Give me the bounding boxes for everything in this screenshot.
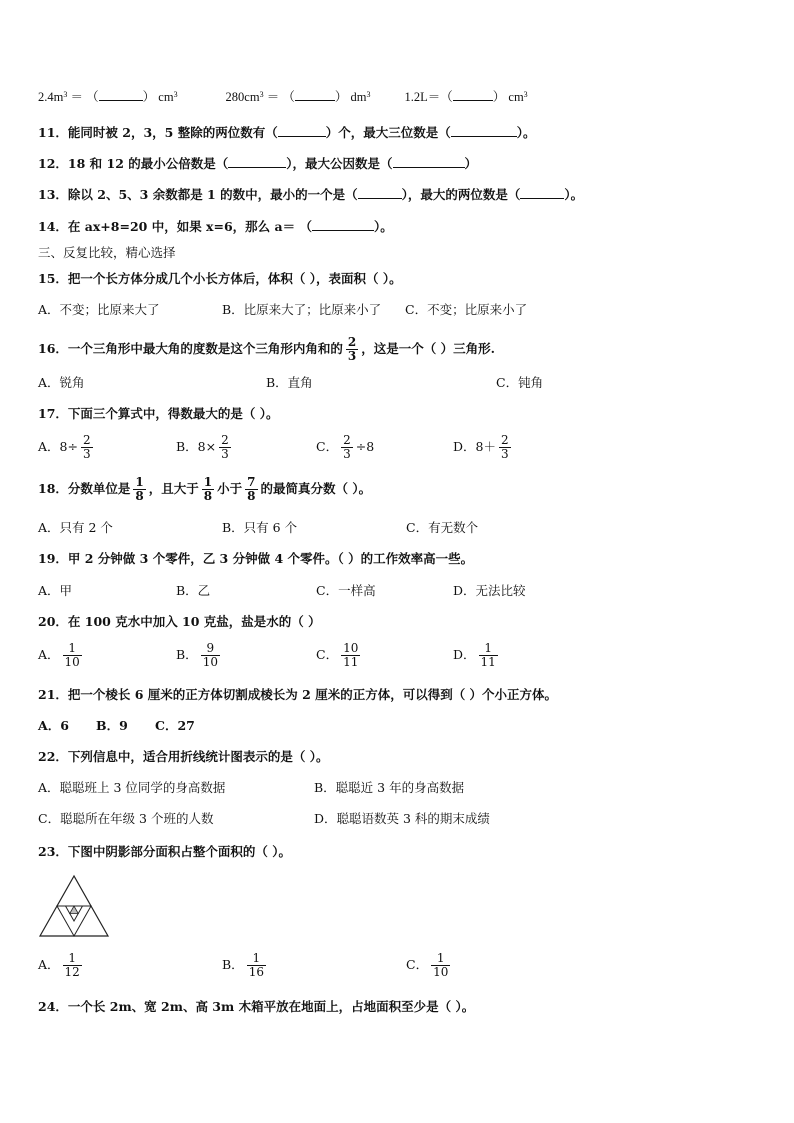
conv-b: $280cm^3$ ＝ （ ） $dm^3$: [225, 90, 371, 104]
question-17: 17．下面三个算式中，得数最大的是（ ）。: [38, 406, 279, 421]
triangle-diagram: [38, 872, 110, 940]
fraction: $\frac{2}{3}$: [500, 433, 509, 461]
option-c[interactable]: C．不变；比原来小了: [405, 302, 528, 317]
option-a[interactable]: A．锐角: [38, 375, 85, 390]
conv-a: $2.4m^3$ ＝ （ ） $cm^3$: [38, 90, 178, 104]
answer-blank[interactable]: [228, 155, 286, 168]
option-b[interactable]: B． $\frac{1}{16}$: [222, 951, 264, 979]
option-a[interactable]: A．甲: [38, 583, 73, 598]
option-b[interactable]: B．聪聪近 3 年的身高数据: [314, 780, 465, 795]
conversion-row: [38, 88, 528, 106]
option-c[interactable]: C．钝角: [496, 375, 544, 390]
option-b[interactable]: B．直角: [266, 375, 313, 390]
option-c[interactable]: C．一样高: [316, 583, 376, 598]
fraction: $\frac{2}{3}$: [343, 433, 351, 461]
fraction: $\frac{7}{8}$: [247, 475, 256, 503]
option-a[interactable]: A．聪聪班上 3 位同学的身高数据: [38, 780, 226, 795]
answer-blank[interactable]: [520, 186, 564, 199]
option-d[interactable]: D． $\frac{1}{11}$: [453, 641, 496, 669]
question-16: 16．一个三角形中最大角的度数是这个三角形内角和的 $\frac{2}{3}$ ，这是一个（ ）三角形.: [38, 335, 495, 363]
option-b[interactable]: B． $\frac{9}{10}$: [176, 641, 218, 669]
option-c[interactable]: C．27: [155, 718, 195, 733]
question-20: 20．在 100 克水中加入 10 克盐，盐是水的（ ）: [38, 614, 321, 629]
fraction: $\frac{1}{10}$: [64, 641, 80, 669]
fraction: $\frac{1}{12}$: [64, 951, 80, 979]
option-d[interactable]: D．聪聪语数英 3 科的期末成绩: [314, 811, 490, 826]
option-b[interactable]: B．只有 6 个: [222, 520, 298, 535]
option-d[interactable]: D．无法比较: [453, 583, 526, 598]
section-heading: 三、反复比较，精心选择: [38, 245, 176, 260]
question-12: 12．18 和 12 的最小公倍数是（ ），最大公因数是（ ）: [38, 156, 478, 171]
fraction: $\frac{1}{16}$: [248, 951, 264, 979]
answer-blank[interactable]: [393, 155, 465, 168]
fraction: $\frac{2}{3}$: [347, 335, 357, 363]
fraction: $\frac{1}{8}$: [135, 475, 144, 503]
question-13: 13．除以 2、5、3 余数都是 1 的数中，最小的一个是（ ），最大的两位数是（ ）。: [38, 187, 584, 202]
option-b[interactable]: B．乙: [176, 583, 211, 598]
question-21: 21．把一个棱长 6 厘米的正方体切割成棱长为 2 厘米的正方体，可以得到（ ）个小正方体。: [38, 687, 558, 702]
option-d[interactable]: D．8＋ $\frac{2}{3}$: [453, 433, 509, 461]
question-22: 22．下列信息中，适合用折线统计图表示的是（ ）。: [38, 749, 329, 764]
option-a[interactable]: A．8÷ $\frac{2}{3}$: [38, 433, 91, 461]
option-c[interactable]: C． $\frac{10}{11}$: [316, 641, 359, 669]
fraction: $\frac{2}{3}$: [82, 433, 91, 461]
option-a[interactable]: A． $\frac{1}{10}$: [38, 641, 80, 669]
option-a[interactable]: A．不变；比原来大了: [38, 302, 160, 317]
fraction: $\frac{9}{10}$: [202, 641, 218, 669]
option-c[interactable]: C． $\frac{2}{3}$ ÷8: [316, 433, 375, 461]
question-24: 24．一个长 2m、宽 2m、高 3m 木箱平放在地面上，占地面积至少是（ ）。: [38, 999, 475, 1014]
fraction: $\frac{1}{10}$: [433, 951, 449, 979]
question-18: 18．分数单位是 $\frac{1}{8}$ ，且大于 $\frac{1}{8}$ 小于 $\frac{7}{8}$ 的最简真分数（ ）。: [38, 475, 372, 503]
question-23: 23．下图中阴影部分面积占整个面积的（ ）。: [38, 844, 292, 859]
answer-blank[interactable]: [278, 124, 326, 137]
answer-blank[interactable]: [358, 186, 402, 199]
fraction: $\frac{1}{11}$: [480, 641, 496, 669]
conv-c: 1.2L＝（ ） $cm^3$: [404, 90, 528, 104]
option-a[interactable]: A．6: [38, 718, 69, 733]
option-a[interactable]: A．只有 2 个: [38, 520, 113, 535]
fraction: $\frac{2}{3}$: [221, 433, 229, 461]
option-b[interactable]: B．9: [96, 718, 128, 733]
question-14: 14．在 ax+8=20 中，如果 x=6，那么 a＝ （ ）。: [38, 219, 393, 234]
option-c[interactable]: C．聪聪所在年级 3 个班的人数: [38, 811, 214, 826]
option-c[interactable]: C．有无数个: [406, 520, 479, 535]
answer-blank[interactable]: [312, 218, 374, 231]
fraction: $\frac{10}{11}$: [343, 641, 359, 669]
option-a[interactable]: A． $\frac{1}{12}$: [38, 951, 80, 979]
answer-blank[interactable]: [451, 124, 517, 137]
question-11: 11．能同时被 2，3，5 整除的两位数有（ ）个，最大三位数是（ ）。: [38, 125, 536, 140]
question-15: 15．把一个长方体分成几个小长方体后，体积（ ），表面积（ ）。: [38, 271, 402, 286]
nested-triangle-figure: [38, 872, 110, 944]
option-b[interactable]: B．比原来大了；比原来小了: [222, 302, 382, 317]
option-b[interactable]: B．8× $\frac{2}{3}$: [176, 433, 229, 461]
fraction: $\frac{1}{8}$: [203, 475, 213, 503]
question-19: 19．甲 2 分钟做 3 个零件，乙 3 分钟做 4 个零件。（ ）的工作效率高一些。: [38, 551, 474, 566]
option-c[interactable]: C． $\frac{1}{10}$: [406, 951, 449, 979]
